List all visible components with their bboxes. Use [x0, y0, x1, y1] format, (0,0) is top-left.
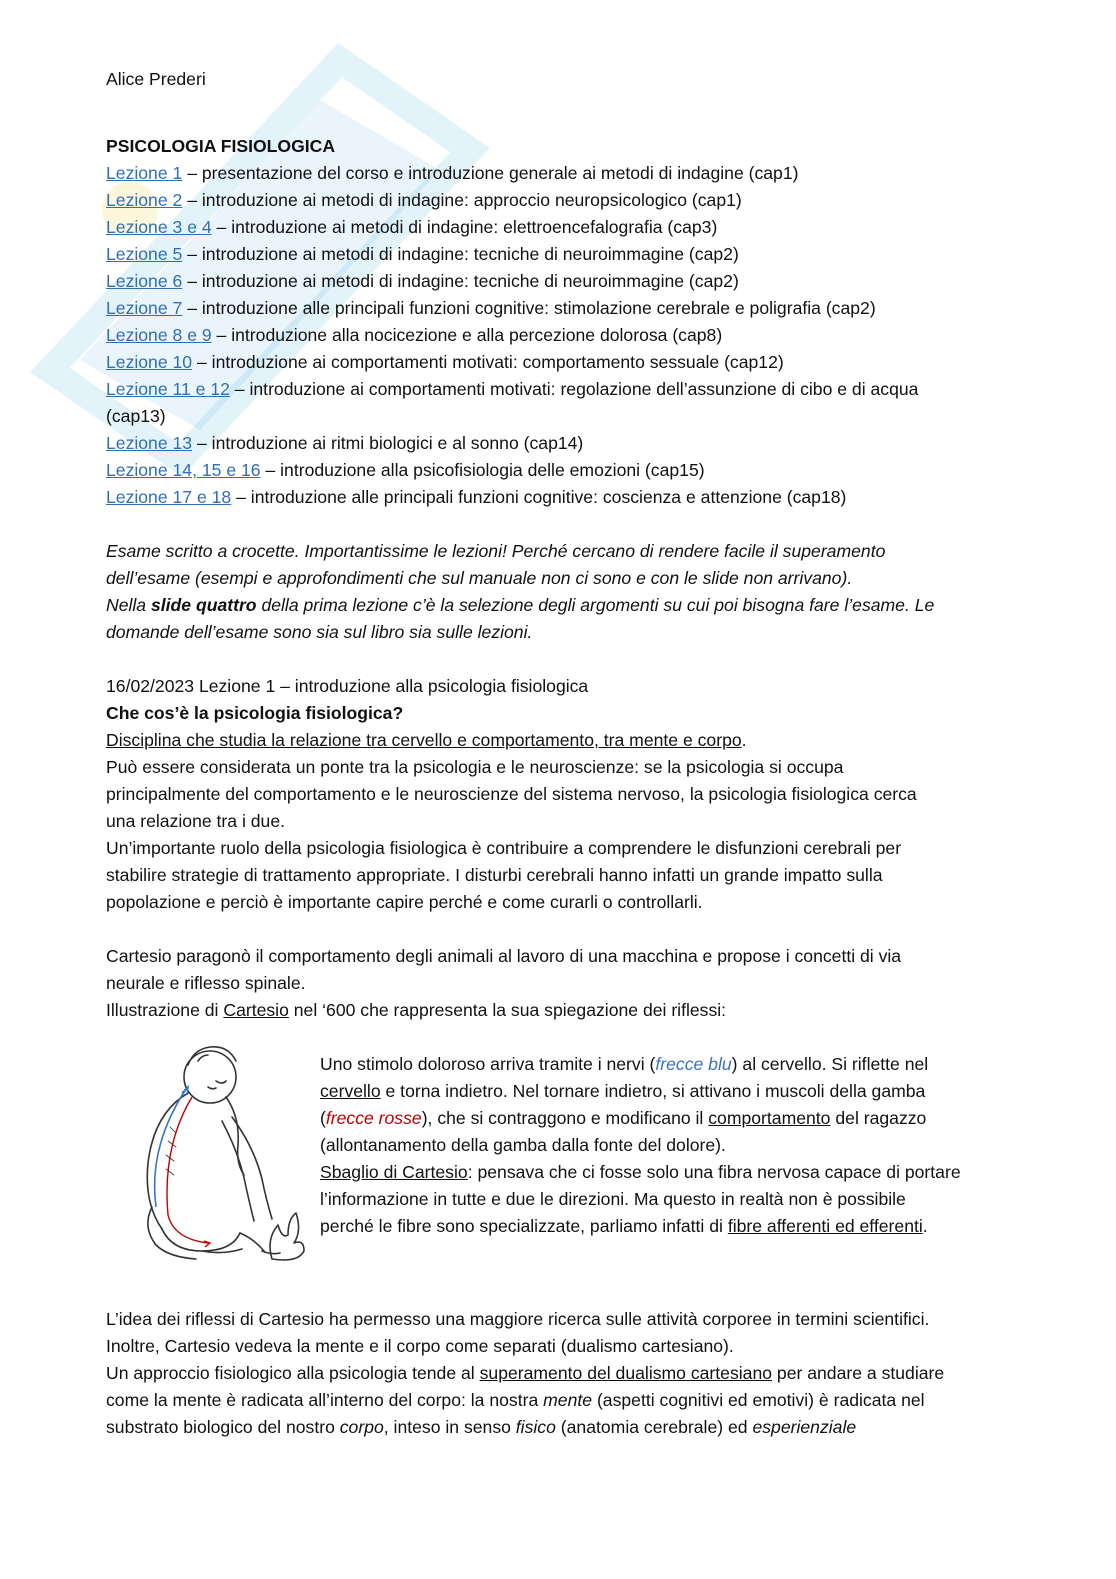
- lesson-entry: Lezione 5 – introduzione ai metodi di indagine: tecniche di neuroimmagine (cap2): [106, 244, 739, 264]
- lesson-link[interactable]: Lezione 6: [106, 271, 183, 291]
- lesson-entry: Lezione 13 – introduzione ai ritmi biologici e al sonno (cap14): [106, 433, 584, 453]
- lesson-link[interactable]: Lezione 1: [106, 163, 183, 183]
- course-title: PSICOLOGIA FISIOLOGICA: [106, 136, 336, 156]
- lesson-header: 16/02/2023 Lezione 1 – introduzione alla psicologia fisiologica: [106, 676, 589, 696]
- author-name: Alice Prederi: [106, 69, 206, 89]
- lesson-link[interactable]: Lezione 8 e 9: [106, 325, 212, 345]
- figure-explanation: Uno stimolo doloroso arriva tramite i nervi (frecce blu) al cervello. Si riflette nel cervello e torna indietro. Nel tornare indietro, si attivano i muscoli della gamba (frecce rosse), che si contraggono e modificano il comportamento del ragazzo (allontanamento della gamba dalla fonte del dolore). Sbaglio di Cartesio: pensava che ci fosse solo una fibra nervosa capace di portare l’informazione in tutte e due le direzioni. Ma questo in realtà non è possibile perché le fibre sono specializzate, parliamo infatti di fibre afferenti ed efferenti.: [320, 1054, 961, 1236]
- lesson-entry: Lezione 6 – introduzione ai metodi di indagine: tecniche di neuroimmagine (cap2): [106, 271, 739, 291]
- lesson-entry: Lezione 2 – introduzione ai metodi di indagine: approccio neuropsicologico (cap1): [106, 190, 742, 210]
- closing-paragraph: L’idea dei riflessi di Cartesio ha permesso una maggiore ricerca sulle attività corporee in termini scientifici. Inoltre, Cartesio vedeva la mente e il corpo come separati (dualismo cartesiano). Un approccio fisiologico alla psicologia tende al superamento del dualismo cartesiano per andare a studiare come la mente è radicata all’interno del corpo: la nostra mente (aspetti cognitivi ed emotivi) è radicata nel substrato biologico del nostro corpo, inteso in senso fisico (anatomia cerebrale) ed esperienziale: [106, 1309, 945, 1437]
- lesson-link[interactable]: Lezione 17 e 18: [106, 487, 232, 507]
- lesson-entry: Lezione 1 – presentazione del corso e introduzione generale ai metodi di indagine (cap1): [106, 163, 799, 183]
- figure-section: [106, 1037, 1006, 1269]
- lesson-entry: Lezione 8 e 9 – introduzione alla nocicezione e alla percezione dolorosa (cap8): [106, 325, 723, 345]
- lesson-link[interactable]: Lezione 14, 15 e 16: [106, 460, 261, 480]
- blue-arrows-label: frecce blu: [655, 1054, 732, 1074]
- lesson-entry: Lezione 7 – introduzione alle principali funzioni cognitive: stimolazione cerebrale e poligrafia (cap2): [106, 298, 876, 318]
- descartes-reflex-illustration: [112, 1037, 308, 1265]
- lesson-link[interactable]: Lezione 3 e 4: [106, 217, 212, 237]
- lesson-index: [106, 160, 1006, 511]
- document-body: Alice Prederi PSICOLOGIA FISIOLOGICA Lezione 1 – presentazione del corso e introduzione generale ai metodi di indagine (cap1) Lezione 2 – introduzione ai metodi di indagine: approccio neuropsicologico (cap1) Lezione 3 e 4 – introduzione ai metodi di indagine: elettroencefalografia (cap3) Lezione 5 – introduzione ai metodi di indagine: tecniche di neuroimmagine (cap2) Lezione 6 – introduzione ai metodi di indagine: tecniche di neuroimmagine (cap2) Lezione 7 – introduzione alle principali funzioni cognitive: stimolazione cerebrale e poligrafia (cap2) Lezione 8 e 9 – introduzione alla nocicezione e alla percezione dolorosa (cap8) Lezione 10 – introduzione ai comportamenti motivati: comportamento sessuale (cap12) Lezione 11 e 12 – introduzione ai comportamenti motivati: regolazione dell’assunzione di cibo e di acqua (cap13) Lezione 13 – introduzione ai ritmi biologici e al sonno (cap14) Lezione 14, 15 e 16 – introduzione alla psicofisiologia delle emozioni (cap15) Lezione 17 e 18 – introduzione alle principali funzioni cognitive: coscienza e attenzione (cap18) Esame scritto a crocette. Importantissime le lezioni! Perché cercano di rendere facile il superamento dell’esame (esempi e approfondimenti che sul manuale non ci sono e con le slide non arrivano). Nella slide quattro della prima lezione c’è la selezione degli argomenti su cui poi bisogna fare l’esame. Le domande dell’esame sono sia sul libro sia sulle lezioni. 16/02/2023 Lezione 1 – introduzione alla psicologia fisiologica Che cos’è la psicologia fisiologica? Disciplina che studia la relazione tra cervello e comportamento, tra mente e corpo. Può essere considerata un ponte tra la psicologia e le neuroscienze: se la psicologia si occupa principalmente del comportamento e le neuroscienze del sistema nervoso, la psicologia fisiologica cerca una relazione tra i due. Un’importante ruolo della psicologia fisiologica è contribuire a comprendere le disfunzioni cerebrali per stabilire strategie di trattamento appropriate. I disturbi cerebrali hanno infatti un grande impatto sulla popolazione e perciò è importante capire perché e come curarli o controllarli. Cartesio paragonò il comportamento degli animali al lavoro di una macchina e propose i concetti di via neurale e riflesso spinale. Illustrazione di Cartesio nel ‘600 che rappresenta la sua spiegazione dei riflessi: Uno stimolo doloroso arriva tramite i nervi (frecce blu) al cervello. Si riflette nel cervello e torna indietro. Nel tornare indietro, si attivano i muscoli della gamba (frecce rosse), che si contraggono e modificano il comportamento del ragazzo (allontanamento della gamba dalla fonte del dolore). Sbaglio di Cartesio: pensava che ci fosse solo una fibra nervosa capace di portare l’informazione in tutte e due le direzioni. Ma questo in realtà non è possibile perché le fibre sono specializzate, parliamo infatti di fibre afferenti ed efferenti. L’idea dei riflessi di Cartesio ha permesso una maggiore ricerca sulle attività corporee in termini scientifici. Inoltre, Cartesio vedeva la mente e il corpo come separati (dualismo cartesiano). Un approccio fisiologico alla psicologia tende al superamento del dualismo cartesiano per andare a studiare come la mente è radicata all’interno del corpo: la nostra mente (aspetti cognitivi ed emotivi) è radicata nel substrato biologico del nostro corpo, inteso in senso fisico (anatomia cerebrale) ed esperienziale: [106, 66, 1006, 1441]
- lesson-link[interactable]: Lezione 11 e 12: [106, 379, 230, 399]
- lesson-entry: Lezione 10 – introduzione ai comportamenti motivati: comportamento sessuale (cap12): [106, 352, 784, 372]
- definition: Disciplina che studia la relazione tra cervello e comportamento, tra mente e corpo.: [106, 730, 747, 750]
- lesson-link[interactable]: Lezione 10: [106, 352, 193, 372]
- lesson-link[interactable]: Lezione 13: [106, 433, 193, 453]
- section-question: Che cos’è la psicologia fisiologica?: [106, 703, 404, 723]
- illustration-caption: Illustrazione di Cartesio nel ‘600 che rappresenta la sua spiegazione dei riflessi:: [106, 1000, 727, 1020]
- lesson-link[interactable]: Lezione 5: [106, 244, 183, 264]
- lesson-entry-continuation: (cap13): [106, 406, 166, 426]
- lesson-link[interactable]: Lezione 2: [106, 190, 183, 210]
- red-arrows-label: frecce rosse: [325, 1108, 422, 1128]
- slide-quattro-emphasis: slide quattro: [150, 595, 257, 615]
- lesson-entry: Lezione 3 e 4 – introduzione ai metodi di indagine: elettroencefalografia (cap3): [106, 217, 718, 237]
- lesson-entry: Lezione 11 e 12 – introduzione ai comportamenti motivati: regolazione dell’assunzione di cibo e di acqua: [106, 379, 919, 399]
- lesson-entry: Lezione 17 e 18 – introduzione alle principali funzioni cognitive: coscienza e attenzione (cap18): [106, 487, 847, 507]
- lesson-entry: Lezione 14, 15 e 16 – introduzione alla psicofisiologia delle emozioni (cap15): [106, 460, 705, 480]
- exam-note: Esame scritto a crocette. Importantissime le lezioni! Perché cercano di rendere facile il superamento dell’esame (esempi e approfondimenti che sul manuale non ci sono e con le slide non arrivano). Nella slide quattro della prima lezione c’è la selezione degli argomenti su cui poi bisogna fare l’esame. Le domande dell’esame sono sia sul libro sia sulle lezioni.: [106, 541, 935, 642]
- lesson-link[interactable]: Lezione 7: [106, 298, 183, 318]
